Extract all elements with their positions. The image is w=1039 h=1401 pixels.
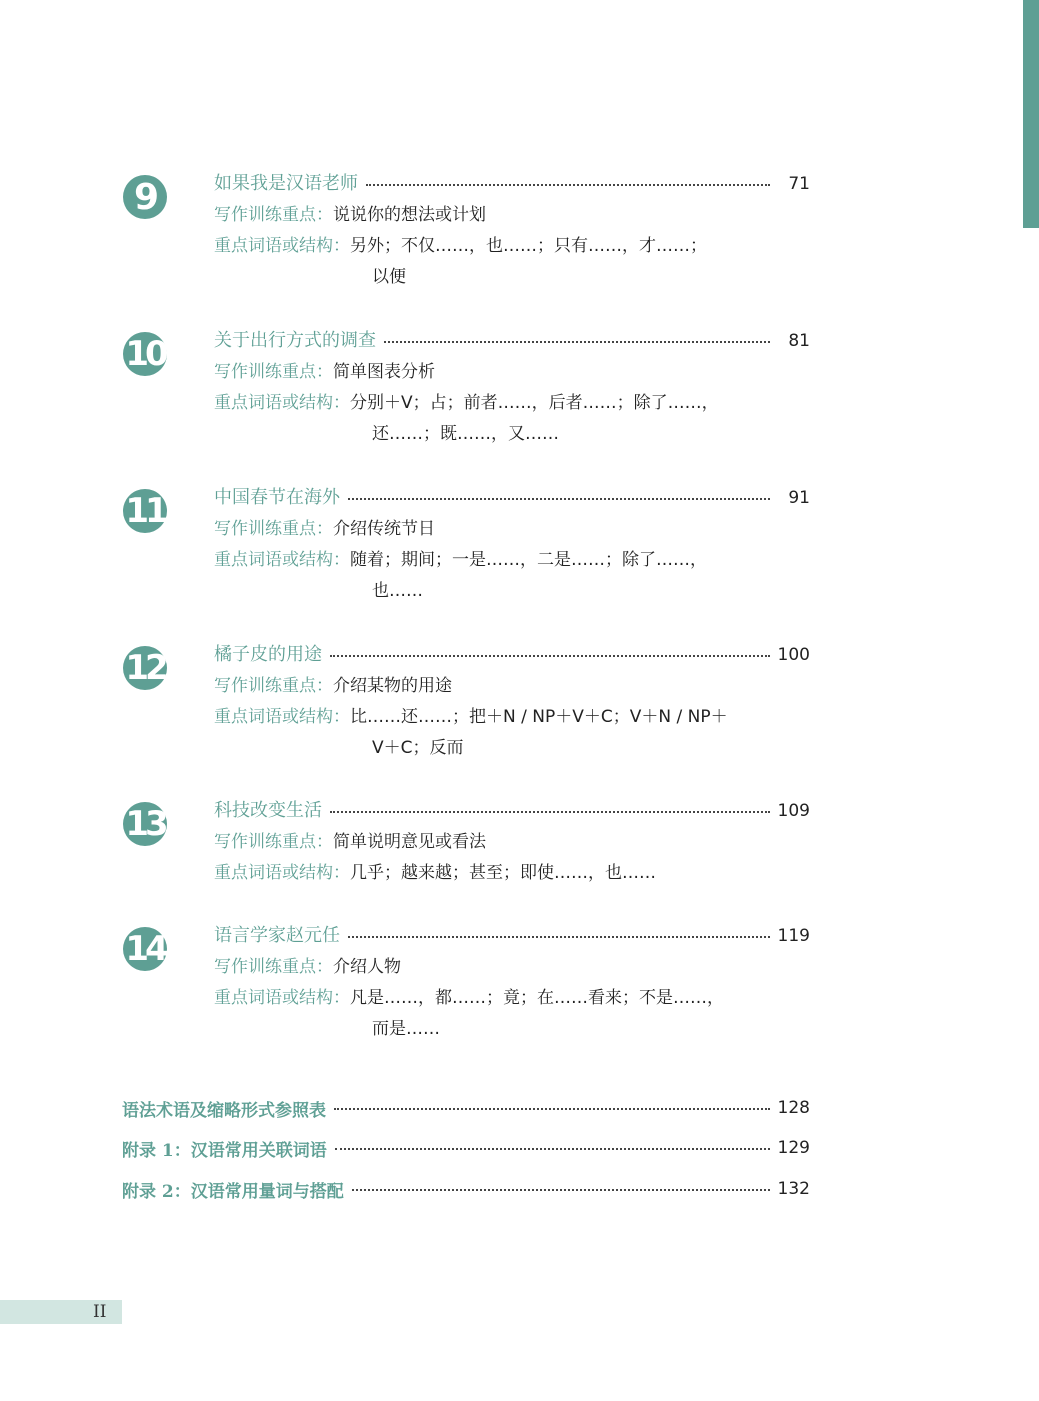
entry-title[interactable]: 橘子皮的用途 <box>214 644 322 665</box>
focus-text: 简单图表分析 <box>333 362 435 382</box>
focus-text: 简单说明意见或看法 <box>333 832 486 852</box>
words-label: 重点词语或结构： <box>214 393 350 413</box>
entry-title[interactable]: 科技改变生活 <box>214 800 322 821</box>
dot-leader <box>334 1108 770 1110</box>
key-words-continuation: 还……；既……，又…… <box>372 424 559 444</box>
side-color-tab <box>1023 0 1039 228</box>
entry-page-number: 100 <box>777 645 810 665</box>
writing-focus-line <box>214 517 435 541</box>
words-label: 重点词语或结构： <box>214 707 350 727</box>
lesson-number-badge: 11 <box>123 489 167 533</box>
lesson-number-badge: 14 <box>123 927 167 971</box>
lesson-number-badge: 13 <box>123 802 167 846</box>
appendix-page-number: 129 <box>777 1138 810 1158</box>
focus-text: 介绍人物 <box>333 957 401 977</box>
key-words-continuation: 而是…… <box>372 1019 440 1039</box>
entry-page-number: 109 <box>777 801 810 821</box>
words-label: 重点词语或结构： <box>214 236 350 256</box>
focus-text: 说说你的想法或计划 <box>333 205 486 225</box>
appendix-page-number: 132 <box>777 1179 810 1199</box>
words-label: 重点词语或结构： <box>214 863 350 883</box>
entry-title-row <box>214 172 810 196</box>
appendix-page-number: 128 <box>777 1098 810 1118</box>
focus-label: 写作训练重点： <box>214 519 333 539</box>
key-words-line <box>214 861 656 885</box>
focus-text: 介绍某物的用途 <box>333 676 452 696</box>
key-words-continuation: 也…… <box>372 581 423 601</box>
entry-title-row <box>214 329 810 353</box>
entry-title-row <box>214 643 810 667</box>
focus-label: 写作训练重点： <box>214 957 333 977</box>
entry-title[interactable]: 中国春节在海外 <box>214 487 340 508</box>
words-text: 比……还……；把＋N / NP＋V＋C；V＋N / NP＋ <box>350 707 728 727</box>
writing-focus-line <box>214 203 486 227</box>
appendix-entry[interactable] <box>122 1136 810 1160</box>
entry-title[interactable]: 语言学家赵元任 <box>214 925 340 946</box>
entry-title[interactable]: 如果我是汉语老师 <box>214 173 358 194</box>
writing-focus-line <box>214 674 452 698</box>
lesson-number-badge: 12 <box>123 646 167 690</box>
key-words-line <box>214 705 728 729</box>
appendix-entry[interactable] <box>122 1096 810 1120</box>
key-words-line <box>214 986 724 1010</box>
writing-focus-line <box>214 955 401 979</box>
focus-label: 写作训练重点： <box>214 676 333 696</box>
focus-text: 介绍传统节日 <box>333 519 435 539</box>
dot-leader <box>348 936 770 938</box>
dot-leader <box>330 811 770 813</box>
dot-leader <box>330 655 770 657</box>
dot-leader <box>335 1148 770 1150</box>
writing-focus-line <box>214 360 435 384</box>
words-text: 另外；不仅……，也……；只有……，才……； <box>350 236 707 256</box>
entry-title-row <box>214 924 810 948</box>
key-words-continuation: V＋C；反而 <box>372 738 464 758</box>
entry-page-number: 81 <box>788 331 810 351</box>
entry-title-row <box>214 486 810 510</box>
entry-page-number: 119 <box>777 926 810 946</box>
appendix-title[interactable]: 语法术语及缩略形式参照表 <box>122 1100 326 1121</box>
appendix-title[interactable]: 附录 1：汉语常用关联词语 <box>122 1140 327 1161</box>
dot-leader <box>384 341 770 343</box>
entry-page-number: 71 <box>788 174 810 194</box>
writing-focus-line <box>214 830 486 854</box>
focus-label: 写作训练重点： <box>214 205 333 225</box>
lesson-number-badge: 10 <box>123 332 167 376</box>
lesson-number-badge: 9 <box>123 175 167 219</box>
key-words-line <box>214 391 719 415</box>
appendix-title[interactable]: 附录 2：汉语常用量词与搭配 <box>122 1181 344 1202</box>
dot-leader <box>352 1189 770 1191</box>
focus-label: 写作训练重点： <box>214 362 333 382</box>
words-label: 重点词语或结构： <box>214 988 350 1008</box>
key-words-line <box>214 234 707 258</box>
appendix-entry[interactable] <box>122 1177 810 1201</box>
focus-label: 写作训练重点： <box>214 832 333 852</box>
entry-title-row <box>214 799 810 823</box>
words-label: 重点词语或结构： <box>214 550 350 570</box>
key-words-continuation: 以便 <box>372 267 406 287</box>
entry-title[interactable]: 关于出行方式的调查 <box>214 330 376 351</box>
dot-leader <box>366 184 770 186</box>
footer-page-number: II <box>93 1302 107 1322</box>
words-text: 几乎；越来越；甚至；即使……，也…… <box>350 863 656 883</box>
key-words-line <box>214 548 707 572</box>
words-text: 随着；期间；一是……，二是……；除了……， <box>350 550 707 570</box>
words-text: 分别＋V；占；前者……，后者……；除了……， <box>350 393 719 413</box>
entry-page-number: 91 <box>788 488 810 508</box>
words-text: 凡是……，都……；竟；在……看来；不是……， <box>350 988 724 1008</box>
dot-leader <box>348 498 770 500</box>
